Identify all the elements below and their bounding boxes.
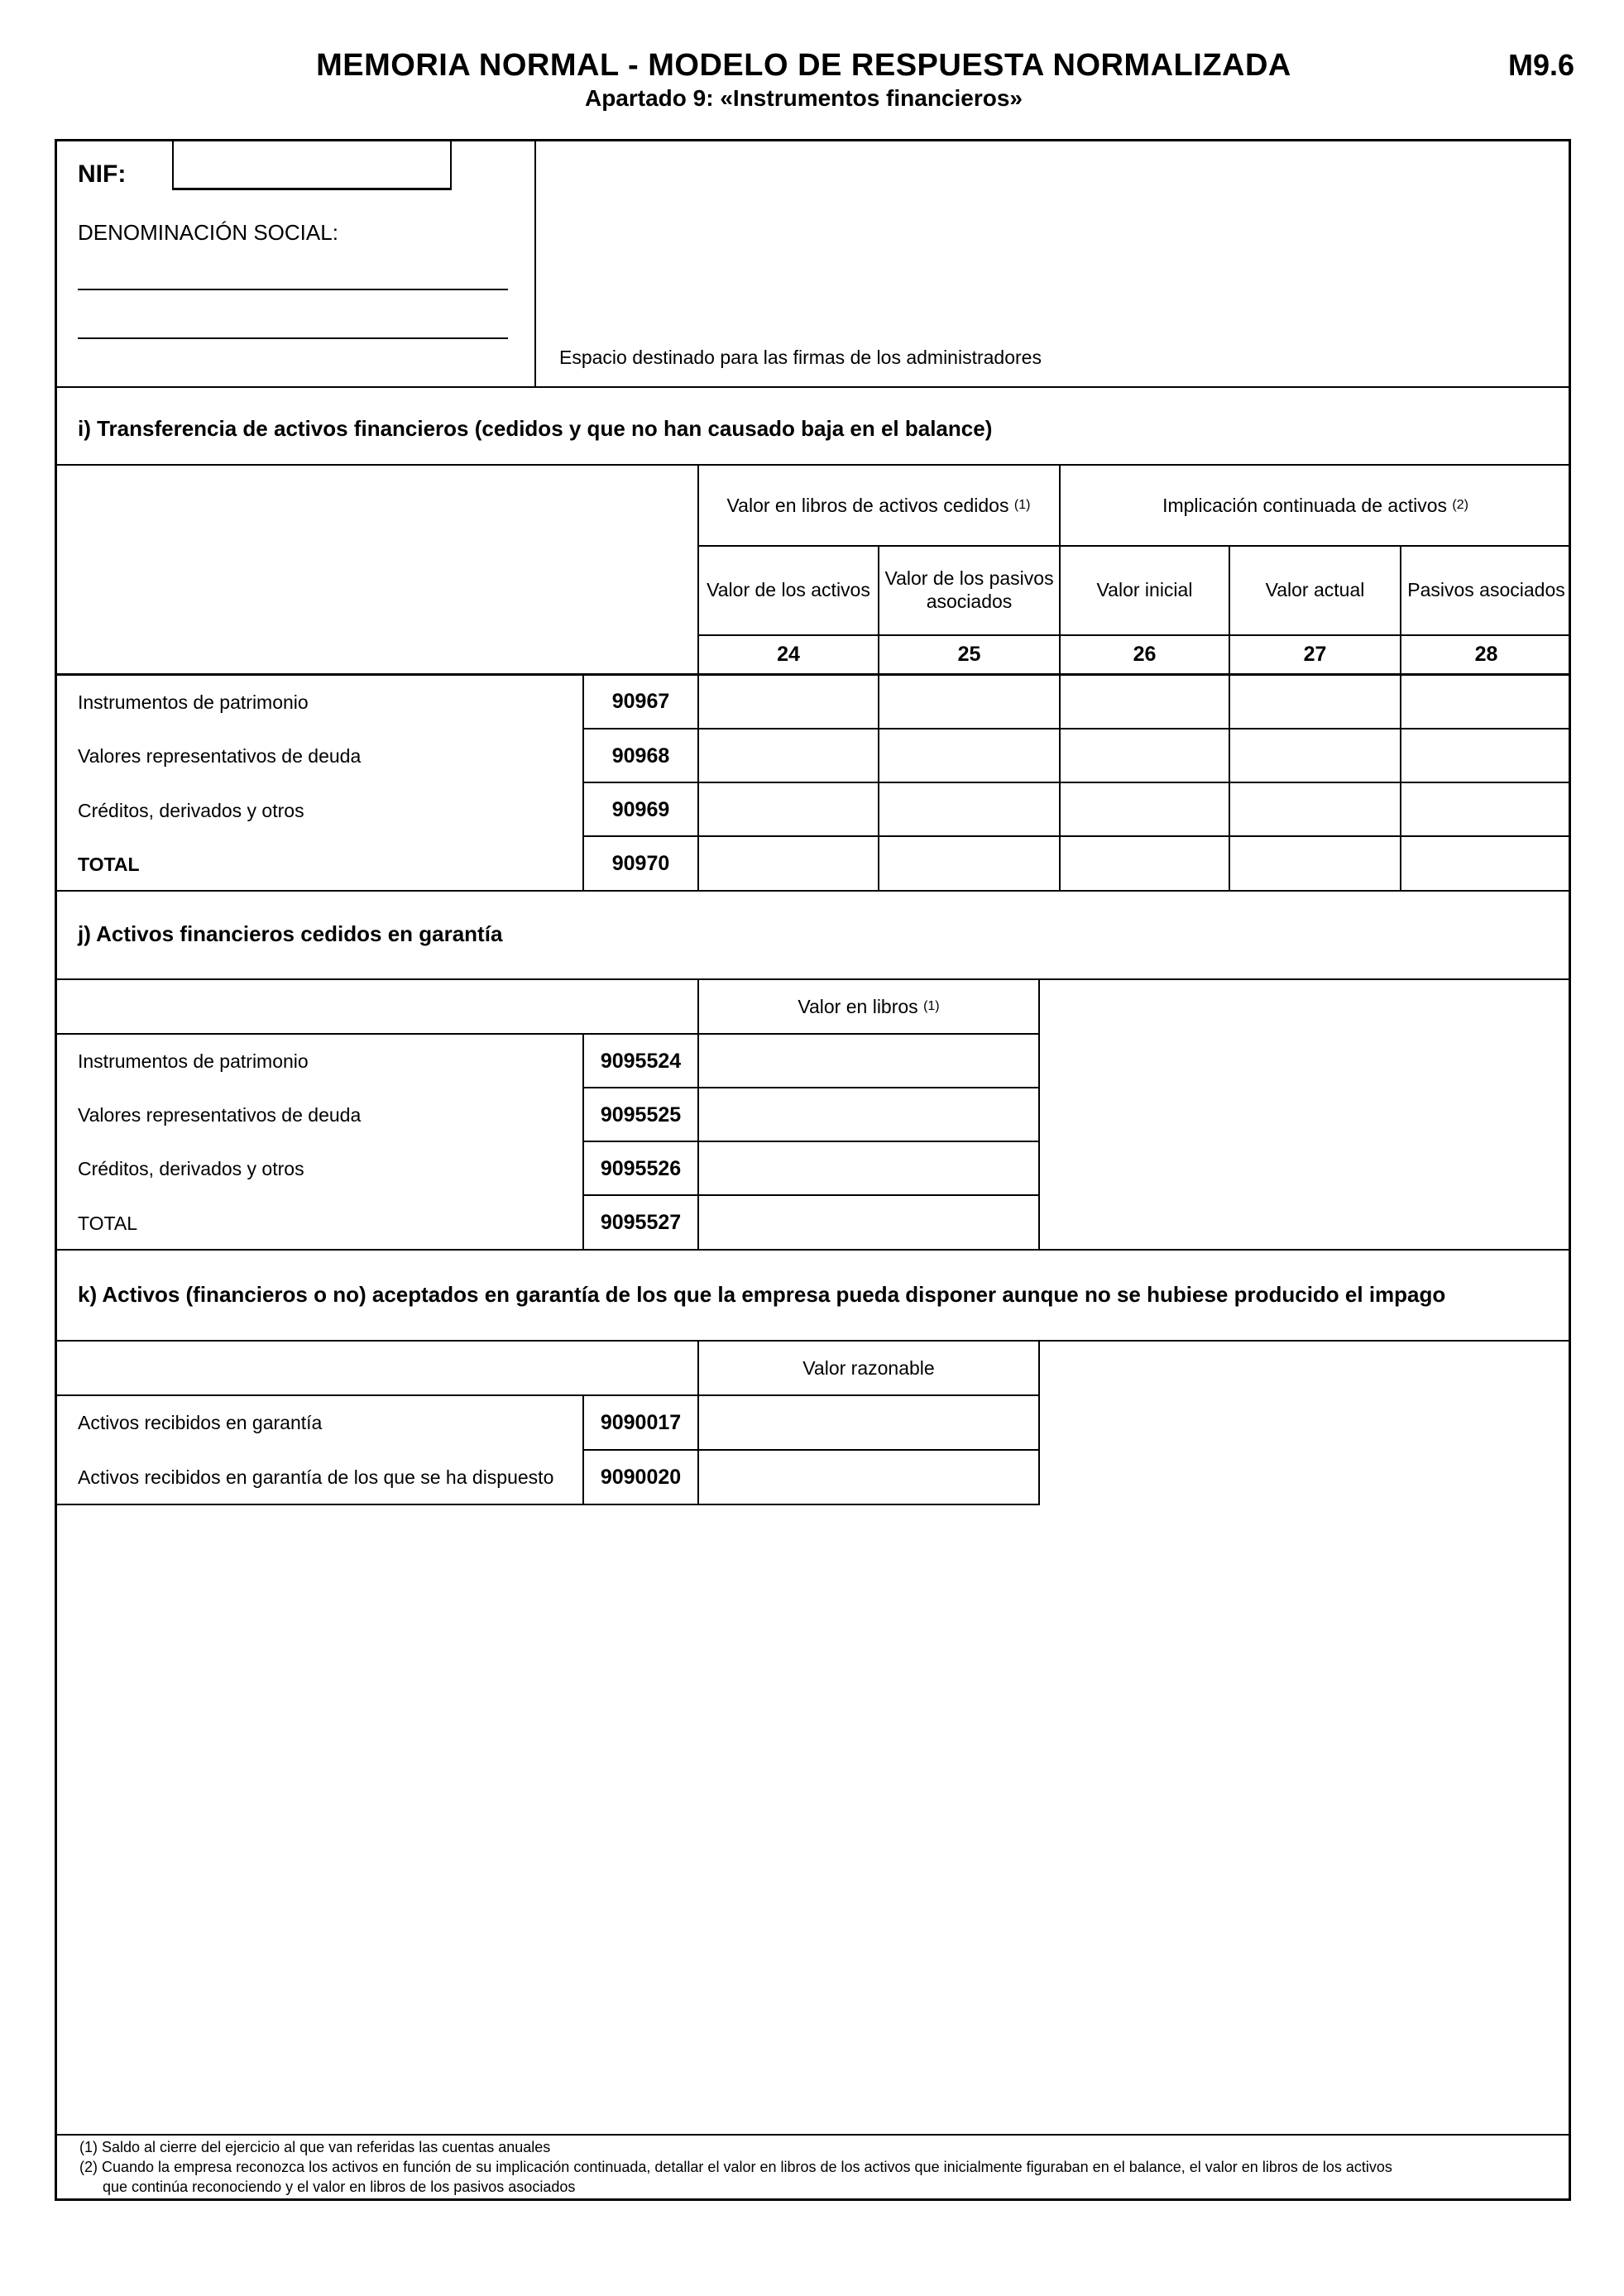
section-i-col-label-24: Valor de los activos [707, 579, 870, 600]
section-j-total-code: 9095527 [600, 1210, 682, 1234]
cell-9095524[interactable] [699, 1035, 1038, 1087]
footnotes-rule [55, 2134, 1571, 2136]
section-i-col-num-25: 25 [957, 643, 981, 666]
cell-90969-26[interactable] [1061, 783, 1229, 835]
footnote-2: (2) Cuando la empresa reconozca los activos en función de su implicación continuada, detallar el valor en libros de los activos que inicialmente figuraban en el balance, el valor en libros de los activos [79, 2159, 1392, 2175]
identification-bottom-rule [55, 386, 1571, 388]
section-j-total-label: TOTAL [78, 1213, 137, 1234]
section-j-row-code: 9095526 [600, 1156, 682, 1180]
cell-9095527[interactable] [699, 1196, 1038, 1248]
footnote-2-continued: que continúa reconociendo y el valor en libros de los pasivos asociados [103, 2179, 576, 2195]
section-i-row-label: Valores representativos de deuda [78, 745, 362, 767]
section-k-right-border [1038, 1340, 1040, 1504]
nif-label: NIF: [78, 160, 127, 188]
cell-90970-24[interactable] [699, 837, 878, 889]
cell-90968-27[interactable] [1230, 729, 1400, 782]
section-i-row-code: 90967 [611, 690, 670, 713]
section-j-bottom-rule [55, 1249, 1571, 1251]
section-i-col-num-28: 28 [1474, 643, 1498, 666]
section-i-col-label-26: Valor inicial [1096, 579, 1193, 600]
firmas-area[interactable] [536, 141, 1569, 385]
nif-input[interactable] [172, 139, 452, 190]
section-i-col-label-28: Pasivos asociados [1407, 579, 1565, 600]
cell-90969-27[interactable] [1230, 783, 1400, 835]
section-i-row-label: Instrumentos de patrimonio [78, 691, 309, 713]
section-k-column-header: Valor razonable [802, 1357, 935, 1379]
denominacion-label: DENOMINACIÓN SOCIAL: [78, 220, 338, 245]
cell-90967-28[interactable] [1401, 675, 1571, 728]
section-k-row-label: Activos recibidos en garantía [78, 1412, 323, 1433]
document-subtitle: Apartado 9: «Instrumentos financieros» [584, 85, 1023, 111]
cell-90968-28[interactable] [1401, 729, 1571, 782]
section-i-title: i) Transferencia de activos financieros (cedidos y que no han causado baja en el balance) [78, 416, 993, 441]
cell-90967-24[interactable] [699, 675, 878, 728]
section-i-row-code: 90969 [611, 798, 670, 821]
section-i-col-num-24: 24 [777, 643, 800, 666]
section-j-row-label: Instrumentos de patrimonio [78, 1050, 309, 1072]
cell-9090020[interactable] [699, 1451, 1038, 1503]
section-i-col-label-25: Valor de los pasivos asociados [884, 567, 1054, 612]
cell-9090017[interactable] [699, 1396, 1038, 1449]
section-i-group1-header: Valor en libros de activos cedidos (1) [726, 495, 1031, 516]
cell-90970-27[interactable] [1230, 837, 1400, 889]
cell-90970-26[interactable] [1061, 837, 1229, 889]
cell-9095525[interactable] [699, 1088, 1038, 1141]
section-j-row-label: Créditos, derivados y otros [78, 1158, 304, 1179]
section-i-group2-header: Implicación continuada de activos (2) [1162, 495, 1468, 516]
cell-90969-25[interactable] [879, 783, 1059, 835]
section-k-row-code: 9090017 [600, 1411, 682, 1434]
section-k-bottom-rule [55, 1504, 1040, 1505]
section-j-row-label: Valores representativos de deuda [78, 1104, 362, 1126]
cell-9095526[interactable] [699, 1142, 1038, 1194]
cell-90968-25[interactable] [879, 729, 1059, 782]
section-i-row-code: 90968 [611, 744, 670, 768]
cell-90970-25[interactable] [879, 837, 1059, 889]
denominacion-line-2[interactable] [78, 337, 508, 339]
section-j-title: j) Activos financieros cedidos en garantía [78, 921, 503, 946]
section-j-right-border [1038, 978, 1040, 1249]
section-j-row-code: 9095525 [600, 1103, 682, 1126]
section-i-col-num-27: 27 [1303, 643, 1327, 666]
section-i-col-label-27: Valor actual [1265, 579, 1365, 600]
cell-90969-24[interactable] [699, 783, 878, 835]
section-i-row-label: Créditos, derivados y otros [78, 800, 304, 821]
cell-90969-28[interactable] [1401, 783, 1571, 835]
section-i-bottom-rule [55, 890, 1571, 892]
cell-90968-26[interactable] [1061, 729, 1229, 782]
form-code: M9.6 [1507, 48, 1574, 82]
document-title: MEMORIA NORMAL - MODELO DE RESPUESTA NORMALIZADA [316, 48, 1291, 83]
cell-90967-26[interactable] [1061, 675, 1229, 728]
cell-90968-24[interactable] [699, 729, 878, 782]
section-j-column-header: Valor en libros (1) [798, 996, 940, 1017]
cell-90967-25[interactable] [879, 675, 1059, 728]
section-i-total-label: TOTAL [78, 854, 140, 875]
footnote-1: (1) Saldo al cierre del ejercicio al que van referidas las cuentas anuales [79, 2139, 551, 2155]
cell-90970-28[interactable] [1401, 837, 1571, 889]
cell-90967-27[interactable] [1230, 675, 1400, 728]
section-k-title: k) Activos (financieros o no) aceptados en garantía de los que la empresa pueda disponer aunque no se hubiese producido el impago [78, 1282, 1446, 1307]
firmas-label: Espacio destinado para las firmas de los administradores [559, 347, 1042, 368]
section-k-row-code: 9090020 [600, 1465, 682, 1489]
section-k-row-label: Activos recibidos en garantía de los que se ha dispuesto [78, 1466, 554, 1488]
section-j-row-code: 9095524 [600, 1049, 682, 1073]
section-i-total-code: 90970 [611, 852, 670, 875]
denominacion-line-1[interactable] [78, 289, 508, 290]
section-i-col-num-26: 26 [1133, 643, 1157, 666]
